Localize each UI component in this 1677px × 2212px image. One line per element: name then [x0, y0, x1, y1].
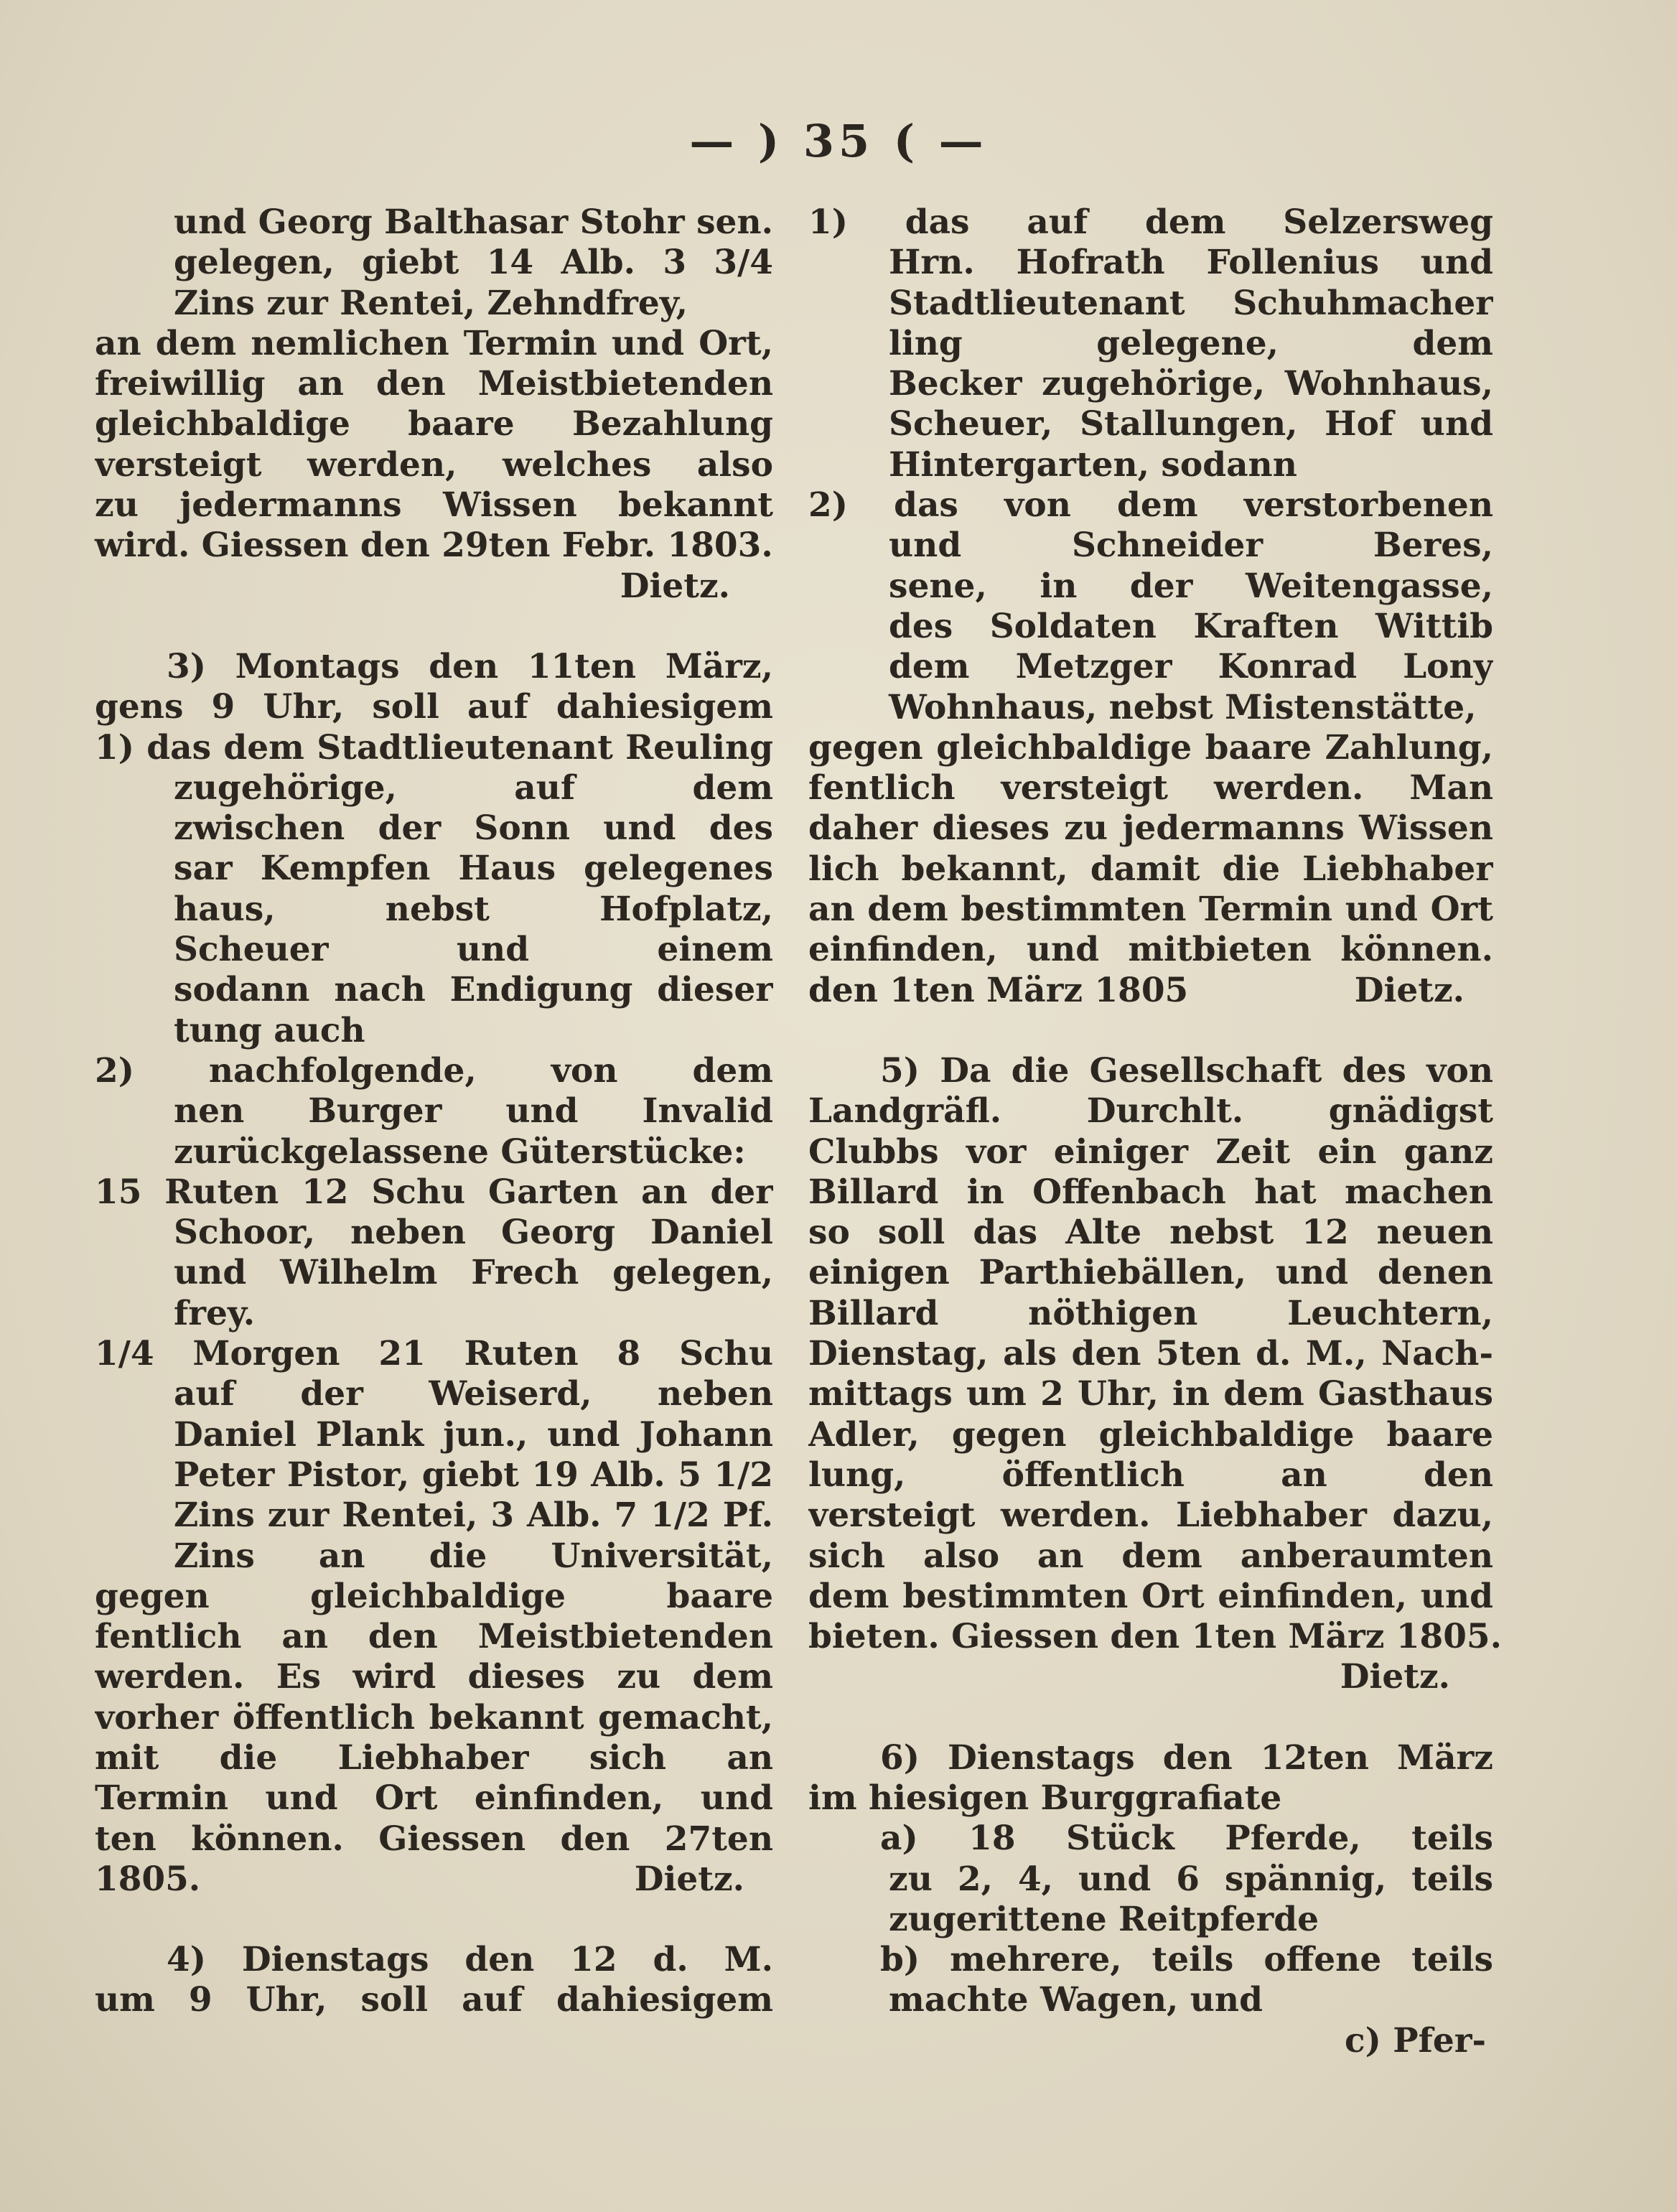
text-line: 1) das auf dem Selzersweg [808, 202, 1493, 242]
text-line: dem Metzger Konrad Lony [889, 647, 1493, 687]
right-column [808, 202, 1503, 2061]
text-line: 2) das von dem verstorbenen [808, 485, 1493, 526]
text-line: gens 9 Uhr, soll auf dahiesigem [95, 687, 773, 727]
text-line: Scheuer, Stallungen, Hof und [889, 404, 1493, 444]
text-line: Adler, gegen gleichbaldige baare [808, 1414, 1493, 1455]
text-line: an dem nemlichen Termin und Ort, [95, 323, 773, 363]
text-line: gegen gleichbaldige baare [95, 1576, 773, 1616]
text-line: mittags um 2 Uhr, in dem Gasthaus [808, 1374, 1493, 1414]
spacer [808, 1698, 1493, 1738]
text-line: Billard nöthigen Leuchtern, [808, 1293, 1493, 1333]
text-line: tung auch [174, 1010, 365, 1050]
text-line: Daniel Plank jun., und Johann [174, 1414, 773, 1455]
text-line: Clubbs vor einiger Zeit ein ganz [808, 1131, 1493, 1172]
text-line: 3) Montags den 11ten März, [167, 646, 773, 686]
text-line: sich also an dem anberaumten [808, 1536, 1493, 1576]
text-line: an dem bestimmten Termin und Ort [808, 890, 1493, 930]
text-line: 6) Dienstags den 12ten März [880, 1737, 1493, 1778]
text-line: mit die Liebhaber sich an [95, 1737, 773, 1778]
text-line: wird. Giessen den 29ten Febr. 1803. [95, 526, 773, 566]
text-line: zugerittene Reitpferde [889, 1899, 1319, 1939]
text-line: auf der Weiserd, neben [174, 1374, 773, 1414]
text-line: zwischen der Sonn und des [174, 808, 773, 849]
signature-dietz: Dietz. [1354, 970, 1465, 1010]
spacer [808, 1011, 1493, 1051]
text-line: fentlich an den Meistbietenden [95, 1617, 773, 1657]
text-line: zugehörige, auf dem [174, 767, 773, 808]
text-line: 5) Da die Gesellschaft des von [880, 1050, 1493, 1091]
signature-dietz: Dietz. [634, 1859, 744, 1899]
text-line: freiwillig an den Meistbietenden [95, 364, 773, 404]
text-line: lung, öffentlich an den [808, 1455, 1493, 1495]
text-line: und Georg Balthasar Stohr sen. [174, 202, 773, 242]
text-line: fentlich versteigt werden. Man [808, 768, 1493, 808]
text-line: gelegen, giebt 14 Alb. 3 3/4 [174, 243, 773, 283]
text-line: versteigt werden, welches also [95, 444, 773, 485]
text-line: und Schneider Beres, [889, 526, 1493, 566]
text-line: sar Kempfen Haus gelegenes [174, 849, 773, 889]
text-line: machte Wagen, und [889, 1980, 1263, 2020]
text-line: 1805. Dietz. [95, 1859, 744, 1899]
text-line: Schoor, neben Georg Daniel [174, 1213, 773, 1253]
text-line: Dietz. [1340, 1657, 1450, 1697]
text-line: sene, in der Weitengasse, [889, 566, 1493, 606]
text-line: Billard in Offenbach hat machen [808, 1172, 1493, 1212]
text-line: so soll das Alte nebst 12 neuen [808, 1213, 1493, 1253]
text-line: einfinden, und mitbieten können. [808, 930, 1493, 970]
text-line: Dietz. [620, 566, 730, 606]
text-line: gleichbaldige baare Bezahlung [95, 404, 773, 444]
spacer [95, 1900, 773, 1940]
text-line: um 9 Uhr, soll auf dahiesigem [95, 1980, 773, 2020]
text-line: haus, nebst Hofplatz, [174, 889, 773, 929]
text-line: c) Pfer- [1345, 2020, 1486, 2061]
text-line: Zins zur Rentei, Zehndfrey, [174, 283, 688, 323]
text-line: bieten. Giessen den 1ten März 1805. [808, 1617, 1503, 1657]
page-number: — ) 35 ( — [689, 115, 988, 167]
text-line: Dienstag, als den 5ten d. M., Nach- [808, 1334, 1493, 1374]
text-line: ten können. Giessen den 27ten [95, 1819, 773, 1859]
text-line: Peter Pistor, giebt 19 Alb. 5 1/2 [174, 1455, 773, 1495]
text-line: zu jedermanns Wissen bekannt [95, 485, 773, 526]
text-line: im hiesigen Burggrafiate [808, 1778, 1282, 1818]
text-line: den 1ten März 1805 Dietz. [808, 970, 1465, 1010]
text-line: versteigt werden. Liebhaber dazu, [808, 1495, 1493, 1536]
text-line: lich bekannt, damit die Liebhaber [808, 849, 1493, 889]
text-line: und Wilhelm Frech gelegen, [174, 1253, 773, 1293]
text-line: Stadtlieutenant Schuhmacher [889, 283, 1493, 323]
text-line: sodann nach Endigung dieser [174, 970, 773, 1010]
text-line: zu 2, 4, und 6 spännig, teils [889, 1859, 1493, 1899]
text-line: des Soldaten Kraften Wittib [889, 606, 1493, 646]
text-line: dem bestimmten Ort einfinden, und [808, 1576, 1493, 1616]
text-line: 1) das dem Stadtlieutenant Reuling [95, 727, 773, 767]
text-line: a) 18 Stück Pferde, teils [880, 1819, 1493, 1859]
text-line: Scheuer und einem [174, 930, 773, 970]
text-line: daher dieses zu jedermanns Wissen [808, 808, 1493, 849]
text-line: Wohnhaus, nebst Mistenstätte, [889, 687, 1477, 727]
text-line: gegen gleichbaldige baare Zahlung, [808, 727, 1493, 767]
text-line: zurückgelassene Güterstücke: [174, 1131, 746, 1172]
text-line: Termin und Ort einfinden, und [95, 1778, 773, 1819]
text-line: 15 Ruten 12 Schu Garten an der [95, 1172, 773, 1212]
text-line: einigen Parthiebällen, und denen [808, 1253, 1493, 1293]
text-line: Hrn. Hofrath Follenius und [889, 243, 1493, 283]
text-line: Landgräfl. Durchlt. gnädigst [808, 1091, 1493, 1131]
text-line: nen Burger und Invalid [174, 1091, 773, 1131]
text-line: 2) nachfolgende, von dem [95, 1050, 773, 1091]
text-line: vorher öffentlich bekannt gemacht, [95, 1697, 773, 1737]
text-line: frey. [174, 1293, 256, 1333]
text-line: ling gelegene, dem [889, 323, 1493, 363]
text-line: Zins an die Universität, [174, 1536, 773, 1576]
spacer [95, 607, 773, 647]
text-line: Hintergarten, sodann [889, 444, 1297, 485]
text-line: Becker zugehörige, Wohnhaus, [889, 364, 1493, 404]
text-line: b) mehrere, teils offene teils [880, 1940, 1493, 1980]
text-line: werden. Es wird dieses zu dem [95, 1657, 773, 1697]
text-line: Zins zur Rentei, 3 Alb. 7 1/2 Pf. [174, 1495, 773, 1536]
left-column [95, 202, 773, 2021]
text-line: 4) Dienstags den 12 d. M. [167, 1940, 773, 1980]
text-line: 1/4 Morgen 21 Ruten 8 Schu [95, 1334, 773, 1374]
